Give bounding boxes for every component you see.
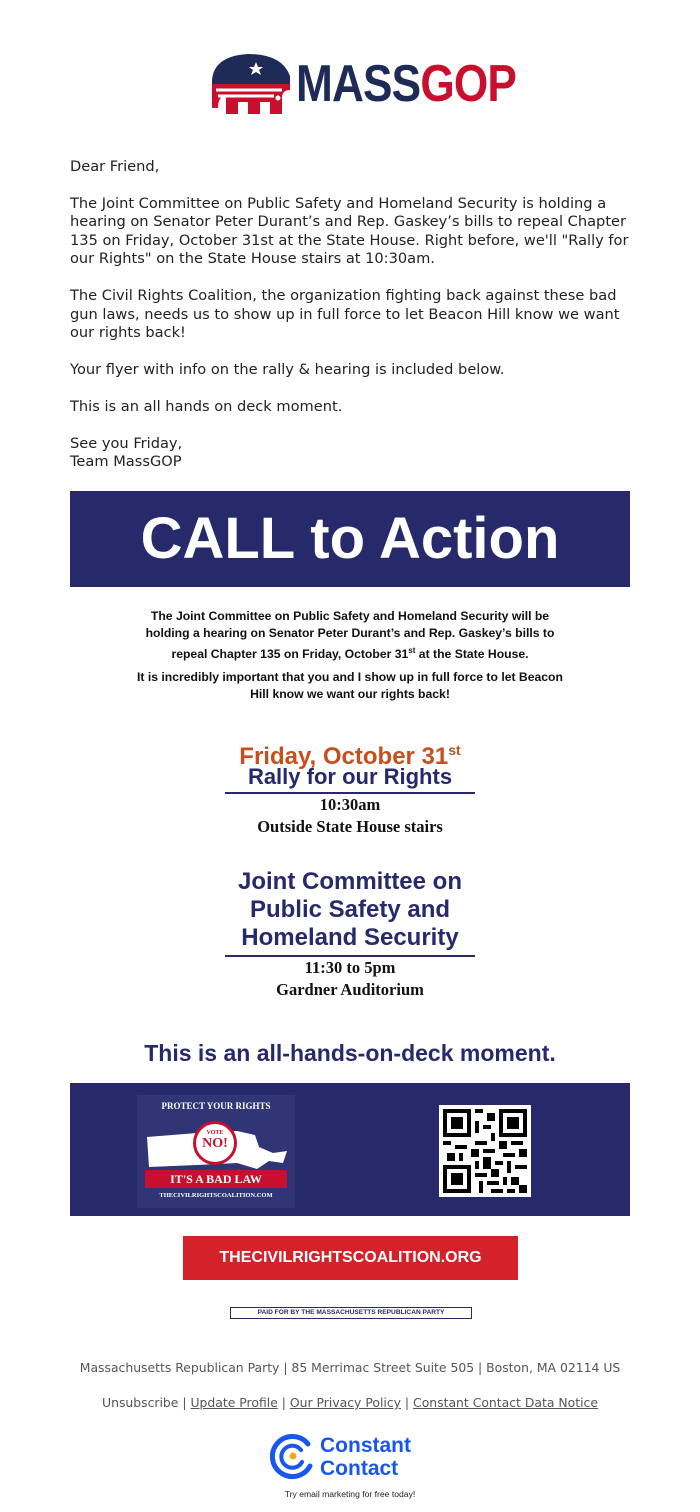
- coalition-badge: PROTECT YOUR RIGHTS VOTE NO! IT'S A BAD LAW THECIVILRIGHTSCOALITION.COM: [137, 1095, 295, 1208]
- footer-links: Unsubscribe | Update Profile | Our Privacy Policy | Constant Contact Data Notice: [102, 1395, 598, 1410]
- constant-contact-icon: [270, 1434, 316, 1480]
- qr-code[interactable]: [439, 1105, 531, 1197]
- divider: [225, 792, 475, 794]
- coalition-website-button[interactable]: THECIVILRIGHTSCOALITION.ORG: [183, 1236, 518, 1280]
- update-profile-link[interactable]: Update Profile: [190, 1395, 278, 1410]
- constant-contact-tagline[interactable]: Try email marketing for free today!: [284, 1489, 416, 1499]
- data-notice-link[interactable]: Constant Contact Data Notice: [413, 1395, 598, 1410]
- all-hands-headline: This is an all-hands-on-deck moment.: [144, 1040, 556, 1066]
- privacy-policy-link[interactable]: Our Privacy Policy: [289, 1395, 401, 1410]
- constant-contact-logo[interactable]: Constant Contact: [268, 1432, 438, 1484]
- flyer-footer-band: [70, 1083, 630, 1216]
- unsubscribe-link[interactable]: Unsubscribe: [102, 1395, 179, 1410]
- hearing-title: Joint Committee on Public Safety and Homeland Security: [237, 868, 462, 951]
- flyer-intro: The Joint Committee on Public Safety and Homeland Security will be holding a hearing on Senator Peter Durant’s and Rep. Gaskey’s bills to repeal Chapter 135 on Friday, October 31st at the State House.: [145, 609, 555, 662]
- elephant-logo-icon: [208, 50, 292, 118]
- greeting: Dear Friend,: [70, 158, 160, 175]
- signoff: See you Friday, Team MassGOP: [70, 435, 183, 471]
- rally-time: 10:30am: [319, 795, 381, 814]
- footer-address: Massachusetts Republican Party | 85 Merrimac Street Suite 505 | Boston, MA 02114 US: [79, 1360, 621, 1375]
- massgop-logo: [208, 50, 517, 118]
- qr-code-icon: [439, 1105, 531, 1197]
- paragraph: The Civil Rights Coalition, the organization fighting back against these bad gun laws, needs us to show up in full force to let Beacon Hill know we want our rights back!: [70, 287, 620, 342]
- flyer-importance: It is incredibly important that you and I show up in full force to let Beacon Hill know we want our rights back!: [137, 670, 563, 701]
- paragraph: Your flyer with info on the rally & hearing is included below.: [70, 361, 505, 379]
- logo-wordmark: MASSGOP: [296, 55, 517, 113]
- letter-body: [70, 158, 640, 472]
- hearing-location: Gardner Auditorium: [276, 980, 424, 999]
- rally-location: Outside State House stairs: [257, 817, 443, 836]
- paid-for-disclaimer: PAID FOR BY THE MASSACHUSETTS REPUBLICAN PARTY: [230, 1307, 472, 1319]
- vote-no-stamp: VOTE NO!: [193, 1121, 237, 1165]
- banner-title: CALL to Action: [140, 506, 560, 571]
- hearing-time: 11:30 to 5pm: [304, 958, 396, 977]
- divider: [225, 955, 475, 957]
- paragraph: This is an all hands on deck moment.: [70, 398, 343, 416]
- event-date: Friday, October 31st: [239, 742, 461, 770]
- paragraph: The Joint Committee on Public Safety and Homeland Security is holding a hearing on Senator Peter Durant’s and Rep. Gaskey’s bills to repeal Chapter 135 on Friday, October 31st at the State House. Right before, we'll "Rally for our Rights" on the State House stairs at 10:30am.: [70, 195, 629, 268]
- rally-title: Rally for our Rights: [247, 764, 453, 789]
- call-to-action-banner: [70, 491, 630, 587]
